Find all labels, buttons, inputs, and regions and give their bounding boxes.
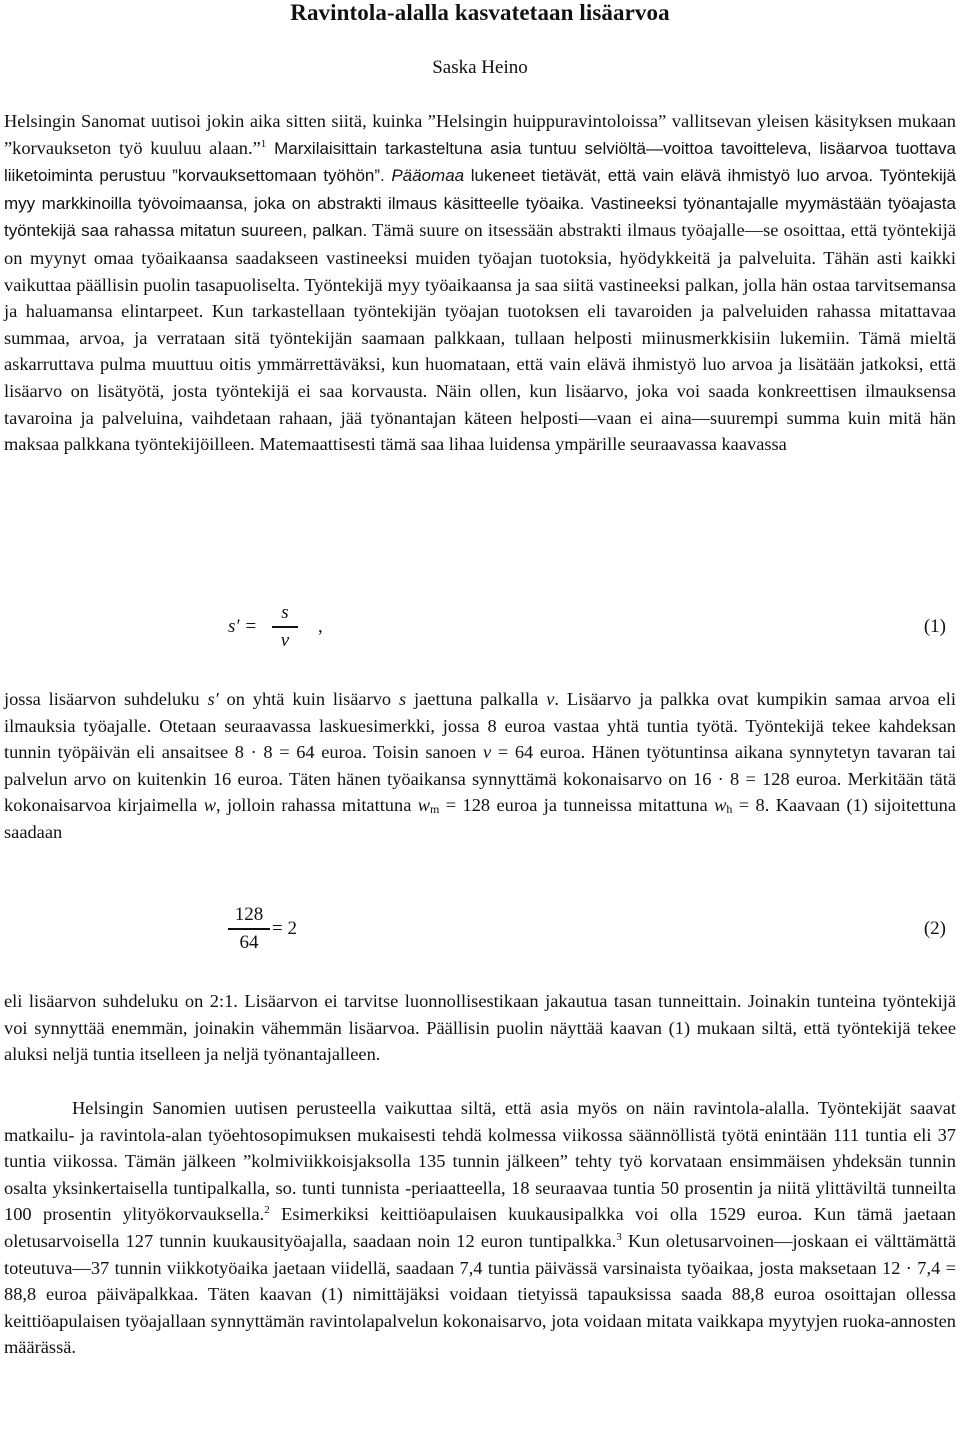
p1-sentence-4: Työntekijä myy markkinoilla työvoimaansa, joka on abstrakti ilmaus käsitteelle työaika. — [4, 166, 956, 213]
p4-text-a: Helsingin Sanomien uutisen perusteella vaikuttaa siltä, että asia myös on näin ravintola-alalla. Työntekijät saavat matkailu- ja ravintola-alan työehtosopimuksen mukaisesti tehdä kolmessa viikossa säännöllistä työtä enintään 111 tuntia eli 37 tuntia viikossa. Tämän jälkeen ”kolmiviikkoisjaksolla 135 tunnin jälkeen” tehty työ korvataan ensimmäisen yhdeksän tunnin osalta yksinkertaisella tuntipalkalla, so. tunti tunnista -periaatteella, 18 seuraavaa tuntia 50 prosentin ja niitä ylittäviltä tunneilta 100 prosentin ylityökorvauksella. — [4, 1098, 956, 1225]
p2-sub-h: h — [726, 802, 733, 817]
p1-sentence-6: Tämä suure on itsessään abstrakti ilmaus työajalle—se osoittaa, että työntekijä on myynyt omaa työaikaansa saadakseen vastineeksi muiden työajan tuotoksia, hyödykkeitä ja palveluita. Tähän asti kaikki vaikuttaa päällisin puolin tasapuoliselta. Työntekijä myy työaikaansa ja saa siitä vastineeksi palkan, jolla hän ostaa tarvitsemansa ja haluamansa elintarpeet. Kun tarkastellaan työntekijän työajan tuotoksen eli tavaroiden ja palveluiden rahassa mitattavaa summaa, arvoa, ja verrataan sitä työntekijän saamaan palkkaan, tullaan helposti miinusmerkkisiin lukemiin. Tämä mieltä askarruttava pulma muuttuu oitis ymmärrettäväksi, kun huomataan, että vain elävä ihmistyö luo arvoa ja lisätään jatkoksi, että lisäarvo on lisätyötä, josta työntekijä ei saa korvausta. Näin ollen, kun lisäarvo, joka voi saada konkreettisen ilmauksensa tavaroina ja palveluina, vaihdetaan rahaan, jää työnantajan käteen helposti—vaan ei aina—suurempi summa kuin mitä hän maksaa palkkana työntekijöilleen. Matemaattisesti tämä saa lihaa luidensa ympärille seuraavassa kaavassa — [4, 220, 956, 455]
author-name: Saska Heino — [432, 57, 528, 78]
footnote-ref-3[interactable]: 3 — [616, 1230, 622, 1243]
p2-text-a: jossa lisäarvon suhdeluku — [4, 689, 208, 709]
p1-sentence-2: Marxilaisittain tarkasteltuna asia tuntuu selviöltä—voittoa tavoitteleva, lisäarvoa tuottava liiketoiminta perustuu ”korvauksettomaan työhön”. — [4, 138, 956, 186]
p2-text-b: on yhtä kuin lisäarvo — [218, 689, 399, 709]
eq1-numerator: s — [281, 602, 289, 623]
paragraph-4 — [4, 1095, 956, 1361]
p1-sentence-5: Vastineeksi työnantajalle myymästään työajasta työntekijä saa rahassa mitatun suureen, palkan. — [4, 193, 956, 241]
eq2-rhs: = 2 — [272, 918, 297, 939]
p2-var-s: s — [398, 689, 407, 709]
eq2-fraction — [228, 902, 270, 956]
p2-sub-m: m — [430, 802, 440, 817]
p2-text-e: = 64 euroa. Hänen työtuntinsa aikana synnytetyn tavaran tai palvelun arvo on kuitenkin 16 euroa. Täten hänen työaikansa synnyttämä kokonaisarvo on 16 · 8 = 128 euroa. Merkitään tätä kokonaisarvoa kirjaimella — [4, 742, 956, 816]
p3-text: eli lisäarvon suhdeluku on 2:1. Lisäarvon ei tarvitse luonnollisestikaan jakautua tasan tunneittain. Joinakin tunteina työntekijä voi synnyttää enemmän, joinakin vähemmän lisäarvoa. Päällisin puolin näyttää kaavan (1) mukaan siltä, että työntekijä tekee aluksi neljä tuntia itselleen ja neljä työnantajalleen. — [4, 991, 956, 1065]
eq1-label: (1) — [923, 616, 946, 637]
p2-text-f: , jolloin rahassa mitattuna — [215, 795, 418, 816]
equation-2 — [0, 902, 960, 964]
p2-text-d: . Lisäarvo ja palkka ovat kumpikin samaa arvoa eli ilmauksia työajalle. Otetaan seuraavassa laskuesimerkki, jossa 8 euroa vastaa yhtä tuntia työtä. Työntekijä tekee kahdeksan tunnin työpäivän eli ansaitsee 8 · 8 = 64 euroa. Toisin sanoen — [4, 689, 956, 763]
equation-1 — [0, 600, 960, 662]
p2-var-v2: v — [483, 742, 492, 763]
eq2-numerator: 128 — [234, 904, 264, 925]
p2-var-w: w — [203, 795, 216, 816]
p1-sentence-3: lukeneet tietävät, että vain elävä ihmistyö luo arvoa. — [464, 166, 874, 186]
eq2-denominator: 64 — [239, 931, 259, 953]
document-title: Ravintola-alalla kasvatetaan lisäarvoa — [290, 0, 670, 25]
eq2-label: (2) — [923, 918, 946, 939]
p2-var-wh: w — [714, 795, 727, 816]
eq1-lhs: s′ = — [228, 616, 258, 637]
eq1-fraction — [272, 600, 298, 654]
p4-text-c: Kun oletusarvoinen—joskaan ei välttämättä toteutuva—37 tunnin viikkotyöaika jaetaan viidellä, saadaan 7,4 tuntia päivässä varsinaista työaikaa, josta maksetaan 12 · 7,4 = 88,8 euroa päiväpalkkaa. Täten kaavan (1) nimittäjäksi voidaan tietyissä tapauksissa saada 88,8 euroa osoittajan ollessa keittiöapulaisen työajallaan synnyttämän ravintolapalvelun kokonaisarvo, jota voidaan mitata vaikkapa myytyjen ruoka-annosten määrässä. — [4, 1230, 956, 1358]
p2-var-wm: w — [417, 795, 431, 816]
footnote-ref-1[interactable]: 1 — [260, 137, 267, 150]
p1-sentence-1: Helsingin Sanomat uutisoi jokin aika sitten siitä, kuinka ”Helsingin huippuravintoloissa” vallitsevan yleisen käsityksen mukaan ”korvaukseton työ kuuluu alaan.” — [4, 111, 956, 158]
p1-italic-paaomaa: Pääomaa — [391, 166, 465, 186]
p2-var-sprime: s′ — [207, 689, 219, 709]
eq1-comma: , — [318, 616, 323, 637]
p2-text-g: = 128 euroa ja tunneissa mitattuna — [439, 795, 715, 816]
p4-text-b: Esimerkiksi keittiöapulaisen kuukausipalkka voi olla 1529 euroa. Kun tämä jaetaan oletusarvoisella 127 tunnin kuukausityöajalla, saadaan noin 12 euron tuntipalkka. — [4, 1204, 957, 1251]
p2-text-h: = 8. Kaavaan (1) sijoitettuna saadaan — [4, 795, 957, 842]
footnote-ref-2[interactable]: 2 — [264, 1204, 270, 1217]
paragraph-3 — [4, 988, 956, 1068]
eq1-denominator: v — [280, 629, 290, 651]
p2-text-c: jaettuna palkalla — [406, 689, 547, 709]
p2-var-v: v — [546, 689, 555, 709]
paragraph-2 — [4, 686, 956, 846]
paragraph-1 — [4, 108, 956, 458]
